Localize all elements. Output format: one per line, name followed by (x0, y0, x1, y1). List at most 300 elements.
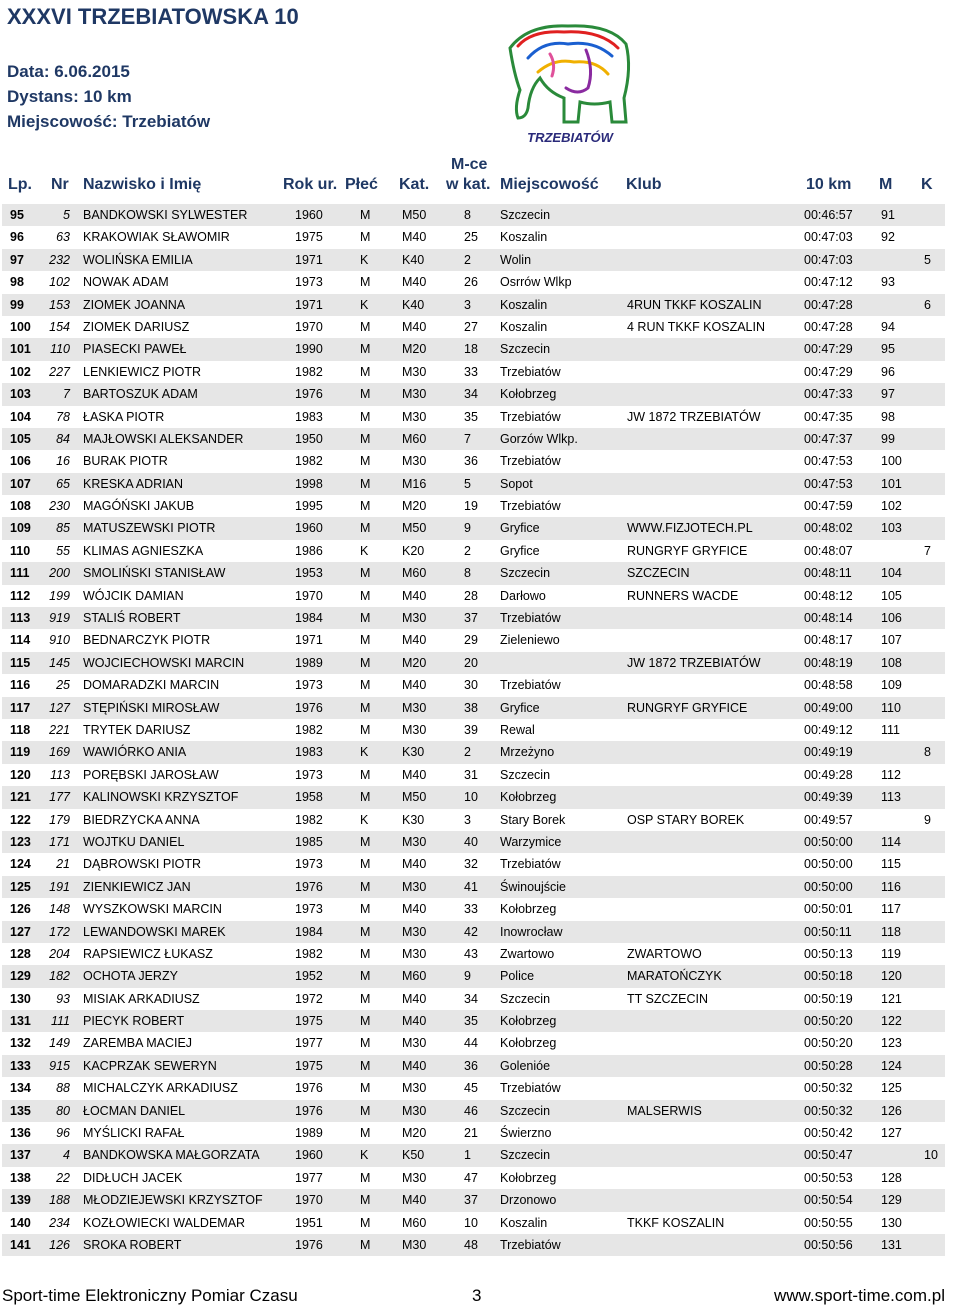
cell-town: Kołobrzeg (500, 902, 557, 917)
cell-time: 00:50:56 (804, 1237, 853, 1252)
footer-company: Sport-time Elektroniczny Pomiar Czasu (2, 1286, 298, 1305)
cell-name: ŁOCMAN DANIEL (83, 1103, 186, 1118)
cell-cat: M60 (402, 969, 427, 984)
cell-name: BANDKOWSKI SYLWESTER (83, 208, 248, 222)
cell-nr: 113 (50, 767, 70, 782)
table-row (2, 965, 945, 987)
cell-m: 113 (881, 790, 901, 805)
table-row (2, 719, 945, 741)
col-time: 10 km (806, 176, 852, 193)
cell-name: PORĘBSKI JAROSŁAW (83, 767, 219, 782)
cell-lp: 104 (10, 409, 31, 424)
cell-sex: M (360, 1237, 371, 1252)
cell-year: 1952 (295, 969, 323, 984)
cell-town: Trzebiatów (500, 409, 561, 424)
cell-m: 95 (881, 342, 895, 357)
cell-name: KOZŁOWIECKI WALDEMAR (83, 1215, 246, 1230)
cell-cat: M30 (402, 924, 427, 939)
cell-name: KRESKA ADRIAN (83, 476, 184, 491)
cell-time: 00:50:53 (804, 1170, 853, 1185)
race-date: Data: 6.06.2015 (7, 62, 130, 81)
cell-cat: M30 (402, 1103, 427, 1118)
cell-lp: 105 (10, 431, 31, 446)
table-row (2, 988, 945, 1010)
race-place: Miejscowość: Trzebiatów (7, 112, 211, 131)
cell-nr: 88 (56, 1081, 70, 1096)
cell-sex: M (360, 1014, 371, 1029)
cell-year: 1990 (295, 342, 323, 357)
cell-sex: M (360, 1081, 371, 1096)
cell-nr: 172 (49, 924, 70, 939)
cell-name: WOLIŃSKA EMILIA (83, 252, 193, 267)
cell-time: 00:48:07 (804, 543, 853, 558)
table-row (2, 1100, 945, 1122)
cell-nr: 171 (49, 834, 70, 849)
cell-time: 00:50:00 (804, 879, 853, 894)
cell-town: Kołobrzeg (500, 387, 557, 402)
logo-text: TRZEBIATÓW (527, 130, 613, 145)
cell-sex: K (360, 745, 369, 760)
cell-year: 1998 (295, 476, 323, 491)
cell-year: 1995 (295, 499, 323, 514)
cell-m: 117 (881, 902, 901, 917)
cell-k: 8 (924, 745, 931, 760)
cell-cat: K40 (402, 297, 425, 312)
cell-place-cat: 30 (464, 678, 478, 693)
cell-cat: M40 (402, 857, 427, 872)
cell-cat: M50 (402, 790, 427, 805)
cell-place-cat: 8 (464, 208, 471, 222)
cell-town: Szczecin (500, 208, 551, 222)
cell-m: 129 (881, 1193, 902, 1208)
cell-time: 00:49:19 (804, 745, 853, 760)
cell-town: Golenióe (500, 1058, 551, 1073)
cell-place-cat: 32 (464, 857, 478, 872)
cell-town: Koszalin (500, 1215, 548, 1230)
cell-name: RAPSIEWICZ ŁUKASZ (83, 946, 213, 961)
cell-time: 00:48:14 (804, 611, 853, 626)
cell-cat: M30 (402, 1036, 427, 1051)
cell-lp: 138 (10, 1170, 31, 1185)
cell-place-cat: 19 (464, 499, 478, 514)
cell-lp: 122 (10, 812, 31, 827)
cell-town: Szczecin (500, 991, 551, 1006)
cell-cat: M30 (402, 722, 427, 737)
cell-cat: M20 (402, 655, 427, 670)
cell-nr: 21 (56, 857, 70, 872)
table-row (2, 853, 945, 875)
cell-m: 114 (881, 834, 901, 849)
table-row (2, 562, 945, 584)
cell-year: 1976 (295, 879, 323, 894)
cell-club: RUNGRYF GRYFICE (627, 543, 748, 558)
table-row (2, 809, 945, 831)
cell-town: Trzebiatów (500, 454, 561, 469)
cell-time: 00:49:00 (804, 700, 853, 715)
cell-time: 00:47:29 (804, 364, 853, 379)
cell-town: Rewal (500, 722, 535, 737)
cell-place-cat: 3 (464, 297, 471, 312)
cell-name: TRYTEK DARIUSZ (83, 722, 191, 737)
cell-year: 1953 (295, 566, 323, 581)
cell-time: 00:50:19 (804, 991, 853, 1006)
col-lp: Lp. (8, 176, 32, 193)
cell-year: 1975 (295, 1014, 323, 1029)
cell-lp: 117 (10, 700, 31, 715)
cell-cat: M30 (402, 454, 427, 469)
cell-lp: 115 (10, 655, 31, 670)
cell-year: 1984 (295, 611, 323, 626)
table-row (2, 1189, 945, 1211)
cell-name: MŁODZIEJEWSKI KRZYSZTOF (83, 1193, 263, 1208)
cell-club: JW 1872 TRZEBIATÓW (627, 655, 761, 670)
cell-nr: 126 (49, 1237, 70, 1252)
cell-lp: 98 (10, 275, 24, 290)
cell-town: Wolin (500, 252, 532, 267)
cell-sex: M (360, 655, 371, 670)
cell-name: PIASECKI PAWEŁ (83, 342, 187, 357)
cell-m: 118 (881, 924, 901, 939)
cell-cat: M40 (402, 678, 427, 693)
table-row (2, 361, 945, 383)
cell-sex: M (360, 1170, 371, 1185)
cell-nr: 179 (49, 812, 70, 827)
table-row (2, 1144, 945, 1166)
cell-year: 1982 (295, 722, 323, 737)
cell-m: 112 (881, 767, 901, 782)
cell-town: Sopot (500, 476, 533, 491)
table-row (2, 517, 945, 539)
cell-place-cat: 18 (464, 342, 478, 357)
cell-town: Gryfice (500, 700, 540, 715)
cell-lp: 114 (10, 633, 31, 648)
cell-time: 00:50:32 (804, 1081, 853, 1096)
cell-time: 00:50:28 (804, 1058, 853, 1073)
cell-cat: M30 (402, 409, 427, 424)
cell-nr: 232 (49, 252, 70, 267)
cell-name: LEWANDOWSKI MAREK (83, 924, 226, 939)
cell-town: Kołobrzeg (500, 1014, 557, 1029)
table-row (2, 540, 945, 562)
cell-cat: M40 (402, 633, 427, 648)
table-row (2, 1055, 945, 1077)
col-year: Rok ur. (283, 176, 338, 193)
table-row (2, 741, 945, 763)
cell-lp: 135 (10, 1103, 31, 1118)
table-row (2, 1234, 945, 1256)
cell-name: DOMARADZKI MARCIN (83, 678, 220, 693)
cell-town: Koszalin (500, 297, 548, 312)
cell-cat: M40 (402, 902, 427, 917)
cell-sex: M (360, 1103, 371, 1118)
table-row (2, 764, 945, 786)
cell-m: 128 (881, 1170, 902, 1185)
col-sex: Płeć (345, 176, 378, 193)
cell-lp: 111 (10, 566, 30, 581)
cell-nr: 22 (56, 1170, 70, 1185)
cell-place-cat: 34 (464, 991, 478, 1006)
cell-year: 1976 (295, 1103, 323, 1118)
cell-time: 00:50:42 (804, 1126, 853, 1141)
cell-sex: M (360, 879, 371, 894)
cell-year: 1951 (295, 1215, 323, 1230)
cell-club: WWW.FIZJOTECH.PL (627, 521, 753, 536)
table-row (2, 383, 945, 405)
cell-cat: M30 (402, 364, 427, 379)
table-row (2, 674, 945, 696)
cell-club: MARATOŃCZYK (627, 969, 722, 984)
cell-sex: M (360, 767, 371, 782)
cell-year: 1976 (295, 1081, 323, 1096)
cell-place-cat: 8 (464, 566, 471, 581)
cell-m: 94 (881, 319, 895, 334)
cell-year: 1973 (295, 275, 323, 290)
cell-town: Darłowo (500, 588, 546, 603)
cell-nr: 169 (49, 745, 70, 760)
cell-town: Trzebiatów (500, 678, 561, 693)
cell-cat: M16 (402, 476, 427, 491)
cell-club: TT SZCZECIN (627, 991, 709, 1006)
cell-sex: M (360, 834, 371, 849)
cell-time: 00:47:03 (804, 230, 853, 245)
cell-name: SROKA ROBERT (83, 1237, 182, 1252)
table-row (2, 1032, 945, 1054)
cell-lp: 124 (10, 857, 31, 872)
cell-lp: 110 (10, 543, 31, 558)
cell-sex: M (360, 431, 371, 446)
cell-place-cat: 9 (464, 521, 471, 536)
cell-name: OCHOTA JERZY (83, 969, 178, 984)
cell-year: 1983 (295, 409, 323, 424)
cell-nr: 919 (49, 611, 70, 626)
table-row (2, 1167, 945, 1189)
cell-name: MICHALCZYK ARKADIUSZ (83, 1081, 238, 1096)
cell-cat: M60 (402, 1215, 427, 1230)
cell-sex: M (360, 275, 371, 290)
cell-year: 1960 (295, 1148, 323, 1163)
table-row (2, 831, 945, 853)
cell-time: 00:50:47 (804, 1148, 853, 1163)
cell-year: 1982 (295, 364, 323, 379)
cell-year: 1958 (295, 790, 323, 805)
cell-year: 1982 (295, 454, 323, 469)
cell-place-cat: 39 (464, 722, 478, 737)
cell-nr: 234 (49, 1215, 70, 1230)
cell-nr: 153 (49, 297, 70, 312)
cell-year: 1976 (295, 387, 323, 402)
cell-time: 00:49:57 (804, 812, 853, 827)
cell-club: JW 1872 TRZEBIATÓW (627, 409, 761, 424)
cell-lp: 141 (10, 1237, 31, 1252)
cell-town: Gryfice (500, 543, 540, 558)
cell-place-cat: 43 (464, 946, 478, 961)
cell-name: BEDNARCZYK PIOTR (83, 633, 211, 648)
elephant-icon (498, 18, 638, 148)
cell-name: ZIENKIEWICZ JAN (83, 879, 191, 894)
cell-year: 1989 (295, 1126, 323, 1141)
cell-nr: 148 (49, 902, 70, 917)
cell-nr: 149 (49, 1036, 70, 1051)
cell-time: 00:47:12 (804, 275, 853, 290)
cell-m: 104 (881, 566, 902, 581)
cell-time: 00:50:55 (804, 1215, 853, 1230)
col-town: Miejscowość (500, 176, 599, 193)
cell-name: MISIAK ARKADIUSZ (83, 991, 200, 1006)
cell-cat: K30 (402, 745, 425, 760)
cell-cat: M30 (402, 1081, 427, 1096)
cell-place-cat: 41 (464, 879, 478, 894)
cell-club: RUNGRYF GRYFICE (627, 700, 748, 715)
cell-nr: 5 (63, 208, 70, 222)
cell-cat: M20 (402, 1126, 427, 1141)
cell-sex: M (360, 454, 371, 469)
cell-place-cat: 37 (464, 1193, 478, 1208)
cell-sex: K (360, 297, 369, 312)
table-row (2, 450, 945, 472)
cell-town: Kołobrzeg (500, 1036, 557, 1051)
cell-place-cat: 34 (464, 387, 478, 402)
cell-sex: M (360, 319, 371, 334)
footer-website: www.sport-time.com.pl (774, 1286, 945, 1305)
results-table (2, 204, 945, 1256)
cell-nr: 63 (56, 230, 70, 245)
table-row (2, 876, 945, 898)
table-row (2, 495, 945, 517)
cell-m: 107 (881, 633, 902, 648)
cell-sex: M (360, 499, 371, 514)
cell-m: 102 (881, 499, 902, 514)
cell-town: Warzymice (500, 834, 562, 849)
table-row (2, 921, 945, 943)
cell-place-cat: 2 (464, 745, 471, 760)
cell-m: 124 (881, 1058, 902, 1073)
cell-cat: M20 (402, 499, 427, 514)
cell-year: 1971 (295, 252, 323, 267)
cell-town: Trzebiatów (500, 611, 561, 626)
cell-nr: 910 (49, 633, 70, 648)
cell-sex: M (360, 790, 371, 805)
cell-time: 00:48:17 (804, 633, 853, 648)
cell-year: 1973 (295, 767, 323, 782)
cell-m: 97 (881, 387, 895, 402)
cell-time: 00:50:32 (804, 1103, 853, 1118)
table-row (2, 294, 945, 316)
cell-sex: M (360, 230, 371, 245)
cell-town: Koszalin (500, 319, 548, 334)
cell-name: NOWAK ADAM (83, 275, 169, 290)
cell-place-cat: 10 (464, 790, 478, 805)
cell-cat: M30 (402, 611, 427, 626)
cell-cat: M60 (402, 431, 427, 446)
cell-lp: 125 (10, 879, 31, 894)
cell-place-cat: 25 (464, 230, 478, 245)
cell-year: 1971 (295, 297, 323, 312)
cell-place-cat: 5 (464, 476, 471, 491)
cell-cat: M40 (402, 319, 427, 334)
cell-place-cat: 47 (464, 1170, 478, 1185)
cell-m: 92 (881, 230, 895, 245)
cell-place-cat: 40 (464, 834, 478, 849)
cell-name: STĘPIŃSKI MIROSŁAW (83, 700, 220, 715)
cell-sex: M (360, 588, 371, 603)
cell-nr: 204 (49, 946, 70, 961)
cell-nr: 915 (49, 1058, 70, 1073)
cell-town: Szczecin (500, 767, 551, 782)
cell-year: 1977 (295, 1170, 323, 1185)
cell-time: 00:47:59 (804, 499, 853, 514)
cell-name: MAGÓŃSKI JAKUB (83, 499, 195, 514)
cell-town: Szczecin (500, 1103, 551, 1118)
cell-m: 110 (881, 700, 901, 715)
cell-club: OSP STARY BOREK (627, 812, 745, 827)
cell-year: 1976 (295, 700, 323, 715)
table-row (2, 406, 945, 428)
cell-lp: 100 (10, 319, 31, 334)
cell-year: 1983 (295, 745, 323, 760)
cell-nr: 111 (50, 1014, 70, 1029)
cell-time: 00:48:11 (804, 566, 852, 581)
col-club: Klub (626, 176, 662, 193)
cell-place-cat: 37 (464, 611, 478, 626)
cell-sex: M (360, 969, 371, 984)
cell-town: Szczecin (500, 1148, 551, 1163)
cell-name: WAWIÓRKO ANIA (83, 745, 187, 760)
cell-town: Kołobrzeg (500, 790, 557, 805)
cell-nr: 110 (50, 342, 70, 357)
cell-m: 98 (881, 409, 895, 424)
cell-lp: 132 (10, 1036, 31, 1051)
cell-cat: M40 (402, 275, 427, 290)
cell-place-cat: 48 (464, 1237, 478, 1252)
cell-nr: 80 (56, 1103, 70, 1118)
cell-m: 127 (881, 1126, 902, 1141)
event-logo (498, 18, 638, 148)
cell-sex: M (360, 991, 371, 1006)
cell-time: 00:50:00 (804, 834, 853, 849)
cell-m: 123 (881, 1036, 902, 1051)
cell-sex: M (360, 633, 371, 648)
cell-name: PIECYK ROBERT (83, 1014, 185, 1029)
cell-name: KALINOWSKI KRZYSZTOF (83, 790, 239, 805)
cell-place-cat: 36 (464, 1058, 478, 1073)
cell-time: 00:50:11 (804, 924, 852, 939)
cell-nr: 102 (49, 275, 70, 290)
cell-nr: 96 (56, 1126, 70, 1141)
cell-lp: 102 (10, 364, 31, 379)
cell-year: 1972 (295, 991, 323, 1006)
cell-cat: M30 (402, 879, 427, 894)
cell-sex: M (360, 208, 371, 222)
table-row (2, 898, 945, 920)
table-row (2, 943, 945, 965)
cell-time: 00:50:01 (804, 902, 853, 917)
cell-lp: 139 (10, 1193, 31, 1208)
cell-sex: M (360, 1058, 371, 1073)
cell-place-cat: 10 (464, 1215, 478, 1230)
cell-k: 5 (924, 252, 931, 267)
cell-year: 1970 (295, 319, 323, 334)
cell-year: 1970 (295, 1193, 323, 1208)
cell-time: 00:47:33 (804, 387, 853, 402)
cell-year: 1984 (295, 924, 323, 939)
cell-name: KRAKOWIAK SŁAWOMIR (83, 230, 230, 245)
cell-name: WOJCIECHOWSKI MARCIN (83, 655, 245, 670)
cell-place-cat: 3 (464, 812, 471, 827)
cell-nr: 55 (56, 543, 70, 558)
cell-cat: M40 (402, 1058, 427, 1073)
cell-place-cat: 7 (464, 431, 471, 446)
cell-time: 00:47:53 (804, 476, 853, 491)
